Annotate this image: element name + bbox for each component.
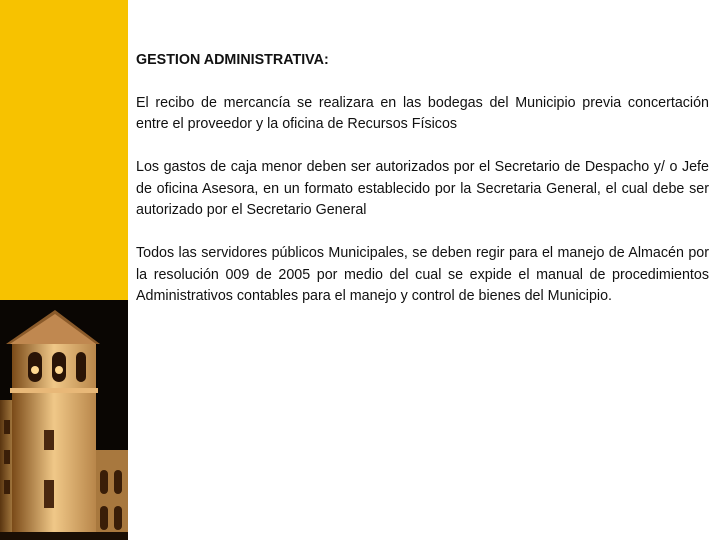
paragraph-receipt-of-goods: El recibo de mercancía se realizara en las bodegas del Municipio previa concertación entre el proveedor y la oficina de Recursos Físicos [136, 94, 709, 132]
paragraph-warehouse-management: Todos las servidores públicos Municipales, se deben regir para el manejo de Almacén por la resolución 009 de 2005 por medio del cual se expide el manual de procedimientos Administrativos contables para el manejo y control de bienes del Municipio. [136, 245, 709, 304]
yellow-sidebar [0, 0, 128, 540]
clock-tower-illustration [0, 300, 128, 540]
slide-content [136, 50, 709, 329]
paragraph-petty-cash: Los gastos de caja menor deben ser autorizados por el Secretario de Despacho y/ o Jefe de oficina Asesora, en un formato establecido por la Secretaria General, el cual debe ser autorizado por el Secretario General [136, 159, 709, 218]
slide-heading: GESTION ADMINISTRATIVA: [136, 52, 329, 68]
clock-tower-photo [0, 300, 128, 540]
